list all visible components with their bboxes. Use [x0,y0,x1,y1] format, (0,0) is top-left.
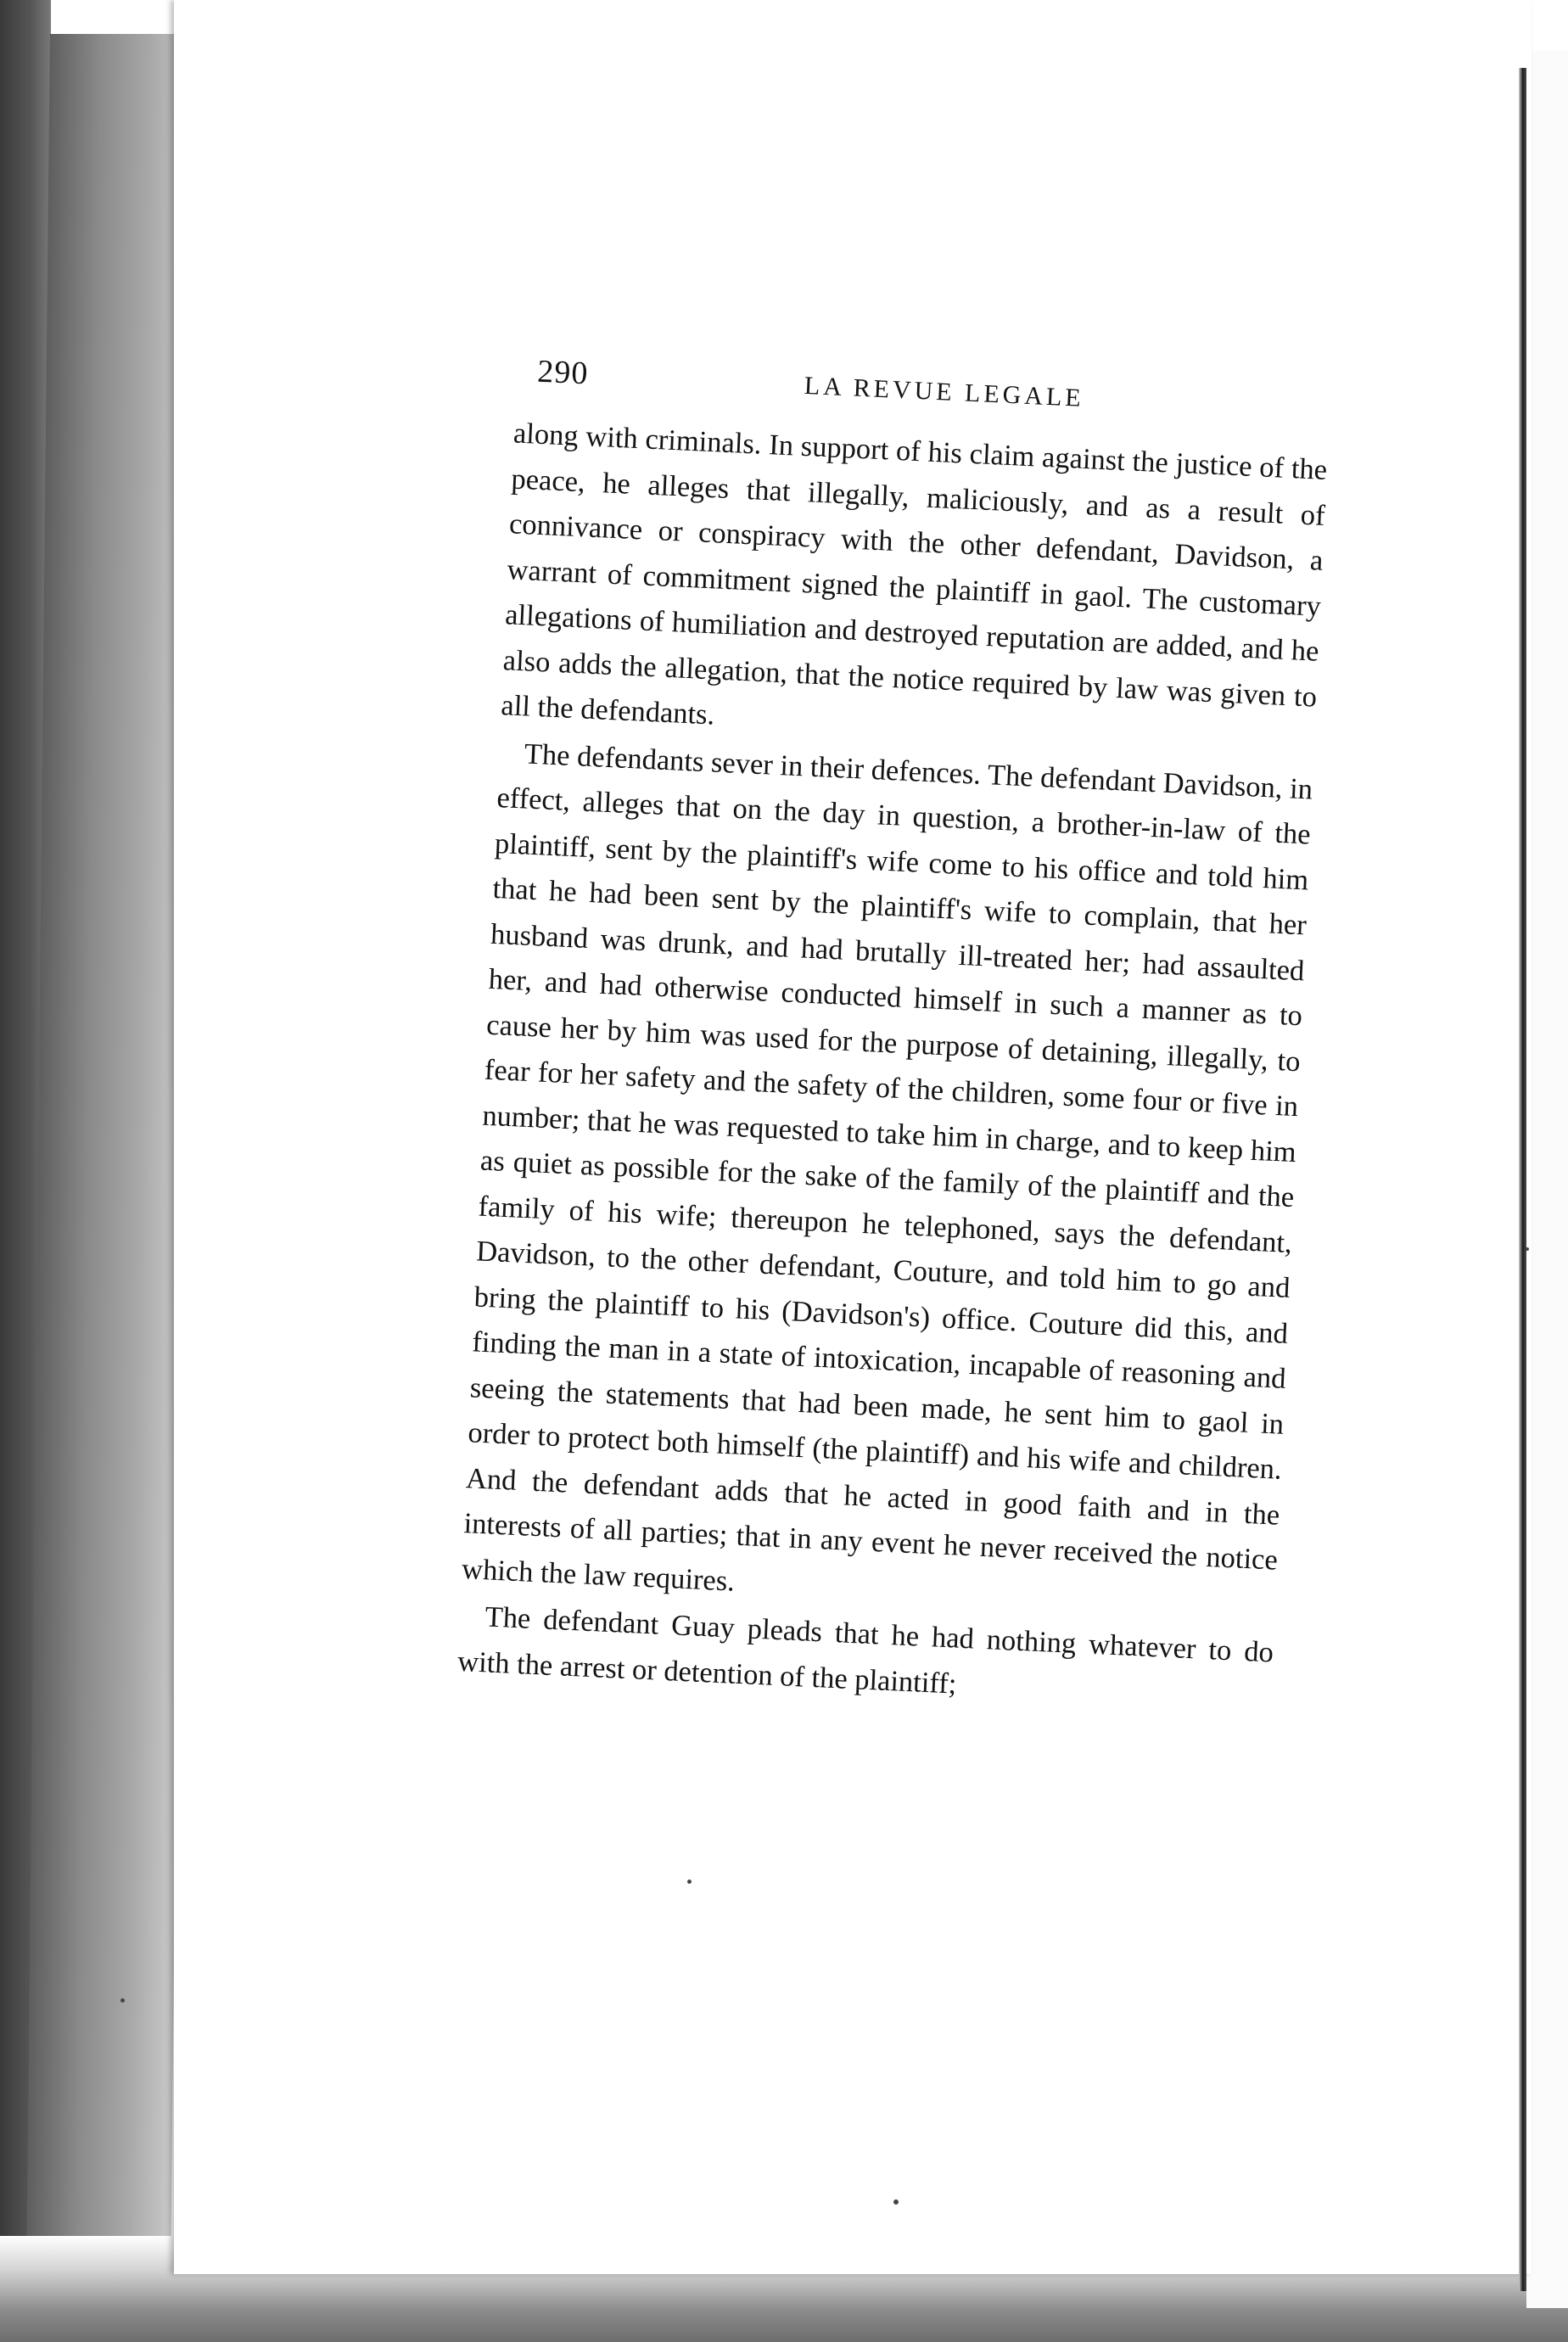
adjacent-page [1526,51,1568,2308]
page-number: 290 [536,353,590,392]
scan-speck [120,1998,125,2003]
body-text [456,411,1328,1721]
scan-speck [893,2199,899,2205]
scan-speck [687,1880,692,1884]
page-stack-edge [26,34,194,2274]
page-content [372,339,1365,1723]
running-head-title: LA REVUE LEGALE [804,371,1085,412]
page-gutter [1519,68,1526,2291]
scan-speck [1526,1247,1529,1251]
paragraph: The defendants sever in their defences. The defendant Davidson, in effect, alleges that on the day in question, a brother-in-law of the plaintiff, sent by the plaintiff's wife come to his office and told him that he had been sent by the plaintiff's wife to complain, that her husband was drunk, and had brutally ill-treated her; had assaulted her, and had otherwise conducted himself in such a manner as to cause her by him was used for the purpose of detaining, illegally, to fear for her safety and the safety of the children, some four or five in number; that he was requested to take him in charge, and to keep him as quiet as possible for the sake of the family of the plaintiff and the family of his wife; thereupon he telephoned, says the defendant, Davidson, to the other defendant, Couture, and told him to go and bring the plaintiff to his (Davidson's) office. Couture did this, and finding the man in a state of intoxication, incapable of reasoning and seeing the statements that had been made, he sent him to gaol in order to protect both himself (the plaintiff) and his wife and children. And the defendant adds that he acted in good faith and in the interests of all parties; that in any event he never received the notice which the law requires. [461,737,1313,1598]
paragraph: along with criminals. In support of his claim against the justice of the peace, he alleges that illegally, maliciously, and as a result of connivance or conspiracy with the other defendant, Davidson, a warrant of commitment signed the plaintiff in gaol. The customary allegations of humiliation and destroyed reputation are added, and he also adds the allegation, that the notice required by law was given to all the defendants. [500,417,1328,731]
paragraph: The defendant Guay pleads that he had nothing whatever to do with the arrest or detention of the plaintiff; [456,1600,1274,1700]
